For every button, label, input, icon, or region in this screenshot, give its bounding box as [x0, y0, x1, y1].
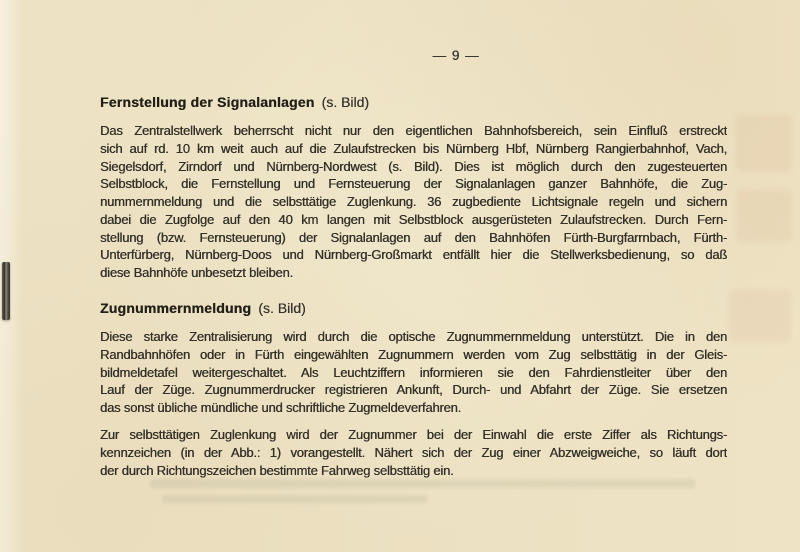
section-heading-suffix: (s. Bild): [321, 94, 370, 110]
text-line: Lauf der Züge. Zugnummerdrucker registrieren Ankunft, Durch- und Abfahrt der Züge. Sie ersetzen: [100, 382, 727, 398]
text-line: diese Bahnhöfe unbesetzt bleiben.: [100, 265, 293, 280]
bleed-through-smudge: [736, 190, 792, 242]
section-heading-zugnummernmeldung: [100, 300, 727, 316]
binding-clip: [2, 262, 10, 320]
bleed-through-text-line: [150, 479, 695, 488]
bleed-through-smudge: [730, 290, 790, 342]
paragraph: [100, 328, 727, 417]
text-line: Das Zentralstellwerk beherrscht nicht nur den eigentlichen Bahnhofsbereich, sein Einfluß erstreckt: [100, 123, 727, 138]
text-line: Randbahnhöfen oder in Fürth eingewählten Zugnummern werden vom Zug selbsttätig in der Gleis-: [100, 346, 727, 362]
text-line: Siegelsdorf, Zirndorf und Nürnberg-Nordwest (s. Bild). Dies ist möglich durch den zugesteuerten: [100, 158, 727, 174]
page-number: — 9 —: [432, 48, 480, 63]
text-line: sich auf rd. 10 km weit auch auf die Zulaufstrecken bis Nürnberg Hbf, Nürnberg Rangierbahnhof, Vach,: [100, 140, 727, 156]
section-heading-title: Zugnummernmeldung: [100, 300, 252, 316]
bleed-through-text-line: [162, 495, 427, 503]
section-heading-title: Fernstellung der Signalanlagen: [100, 94, 315, 110]
text-line: dabei die Zugfolge auf den 40 km langen mit Selbstblock ausgerüsteten Zulaufstrecken. Durch Fern-: [100, 211, 727, 227]
paragraph: [100, 426, 727, 479]
bleed-through-smudge: [736, 115, 792, 171]
text-line: nummernmeldung und die selbsttätige Zuglenkung. 36 zugbediente Lichtsignale regeln und sichern: [100, 194, 727, 209]
text-line: der durch Richtungszeichen bestimmte Fahrweg selbsttätig ein.: [100, 462, 454, 478]
paragraph: [100, 122, 727, 282]
text-line: Selbstblock, die Fernstellung und Fernsteuerung der Signalanlagen ganzer Bahnhöfe, die Zug-: [100, 176, 727, 192]
text-line: Diese starke Zentralisierung wird durch die optische Zugnummernmeldung unterstützt. Die in den: [100, 329, 727, 344]
text-line: kennzeichen (in der Abb.: 1) vorangestellt. Nähert sich der Zug einer Abzweigweiche, so läuft dort: [100, 444, 727, 460]
section-heading-fernstellung: [100, 94, 727, 110]
text-line: Zur selbsttätigen Zuglenkung wird der Zugnummer bei der Einwahl die erste Ziffer als Richtungs-: [100, 427, 727, 442]
section-heading-suffix: (s. Bild): [258, 300, 306, 316]
text-line: stellung (bzw. Fernsteuerung) der Signalanlagen auf den Bahnhöfen Fürth-Burgfarrnbach, Fürth-: [100, 229, 727, 245]
text-line: Unterfürberg, Nürnberg-Doos und Nürnberg-Großmarkt entfällt hier die Stellwerksbedienung, so daß: [100, 247, 727, 263]
text-line: das sonst übliche mündliche und schriftliche Zugmeldeverfahren.: [100, 400, 461, 415]
text-line: bildmeldetafel weitergeschaltet. Als Leuchtziffern informieren sie den Fahrdienstleiter über den: [100, 364, 727, 380]
